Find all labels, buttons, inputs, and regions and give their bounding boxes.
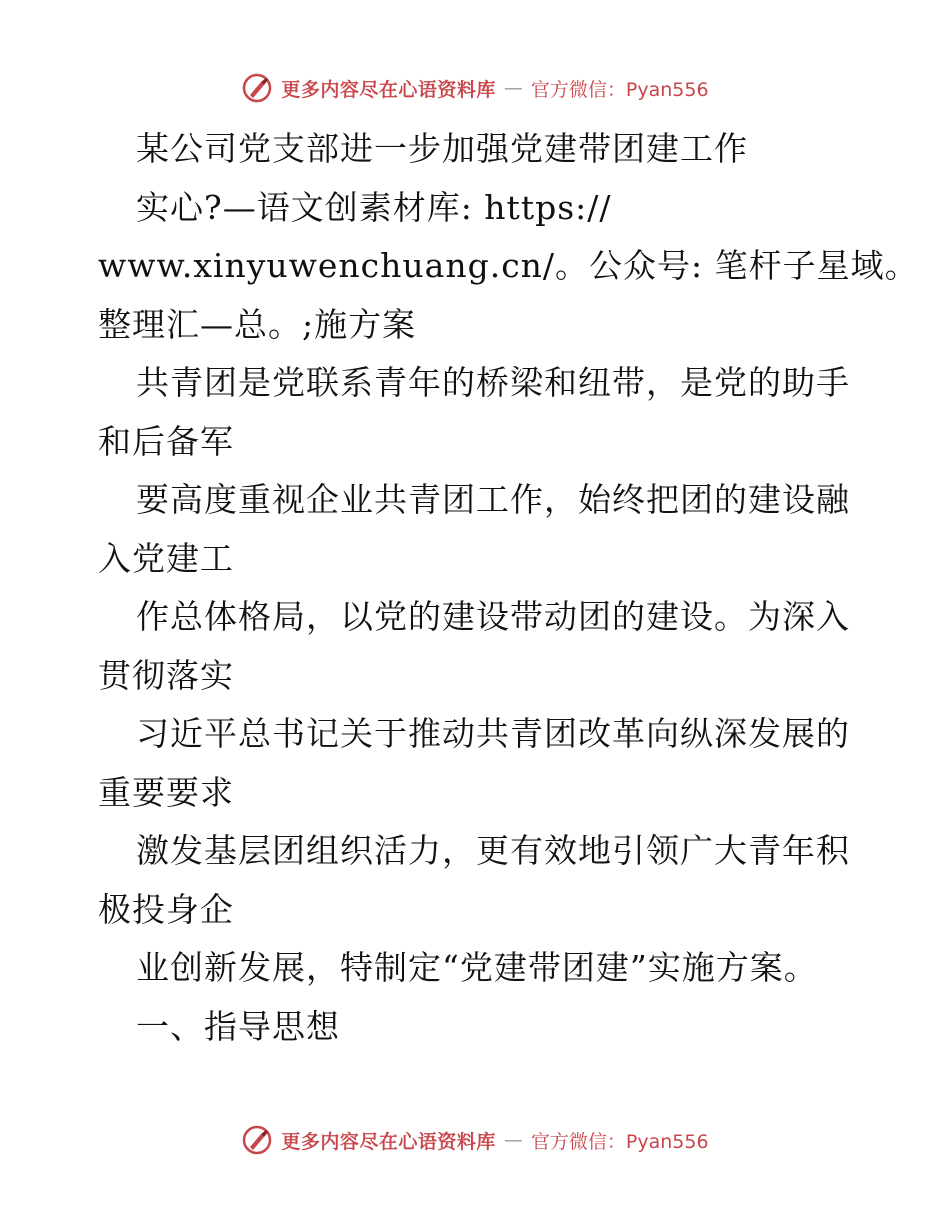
- text-line: 激发基层团组织活力，更有效地引领广大青年积: [136, 831, 850, 870]
- text-line: 作总体格局，以党的建设带动团的建设。为深入: [136, 597, 850, 636]
- text-line: 重要要求: [98, 772, 234, 812]
- text-line: 和后备军: [98, 421, 234, 461]
- pen-logo-icon: [241, 1124, 273, 1156]
- pen-logo-icon: [241, 72, 273, 104]
- text-line: 要高度重视企业共青团工作，始终把团的建设融: [136, 480, 850, 519]
- text-line: 贯彻落实: [98, 655, 234, 695]
- text-line: 共青团是党联系青年的桥梁和纽带，是党的助手: [136, 363, 850, 402]
- text-line: 入党建工: [98, 538, 234, 578]
- text-line: 习近平总书记关于推动共青团改革向纵深发展的: [136, 714, 850, 753]
- watermark-text: 更多内容尽在心语资料库: [281, 1130, 496, 1153]
- header-watermark: [0, 72, 950, 104]
- watermark-dash: —: [503, 77, 523, 99]
- text-line: www.xinyuwenchuang.cn/。公众号: 笔杆子星域。: [98, 246, 919, 285]
- text-line: 业创新发展，特制定“党建带团建”实施方案。: [136, 948, 818, 987]
- section-heading: 一、指导思想: [136, 1006, 340, 1046]
- text-line: 整理汇—总。;施方案: [98, 304, 417, 344]
- document-title-line: 某公司党支部进一步加强党建带团建工作: [136, 129, 748, 168]
- watermark-text: 更多内容尽在心语资料库: [281, 78, 496, 101]
- footer-watermark: [0, 1124, 950, 1156]
- watermark-wechat: 官方微信：Pyan556: [530, 1130, 709, 1153]
- watermark-wechat: 官方微信：Pyan556: [530, 78, 709, 101]
- text-line: 实心?—语文创素材库: https://: [136, 187, 612, 227]
- watermark-dash: —: [503, 1129, 523, 1151]
- document-body: [98, 120, 919, 1056]
- text-line: 极投身企: [98, 889, 234, 929]
